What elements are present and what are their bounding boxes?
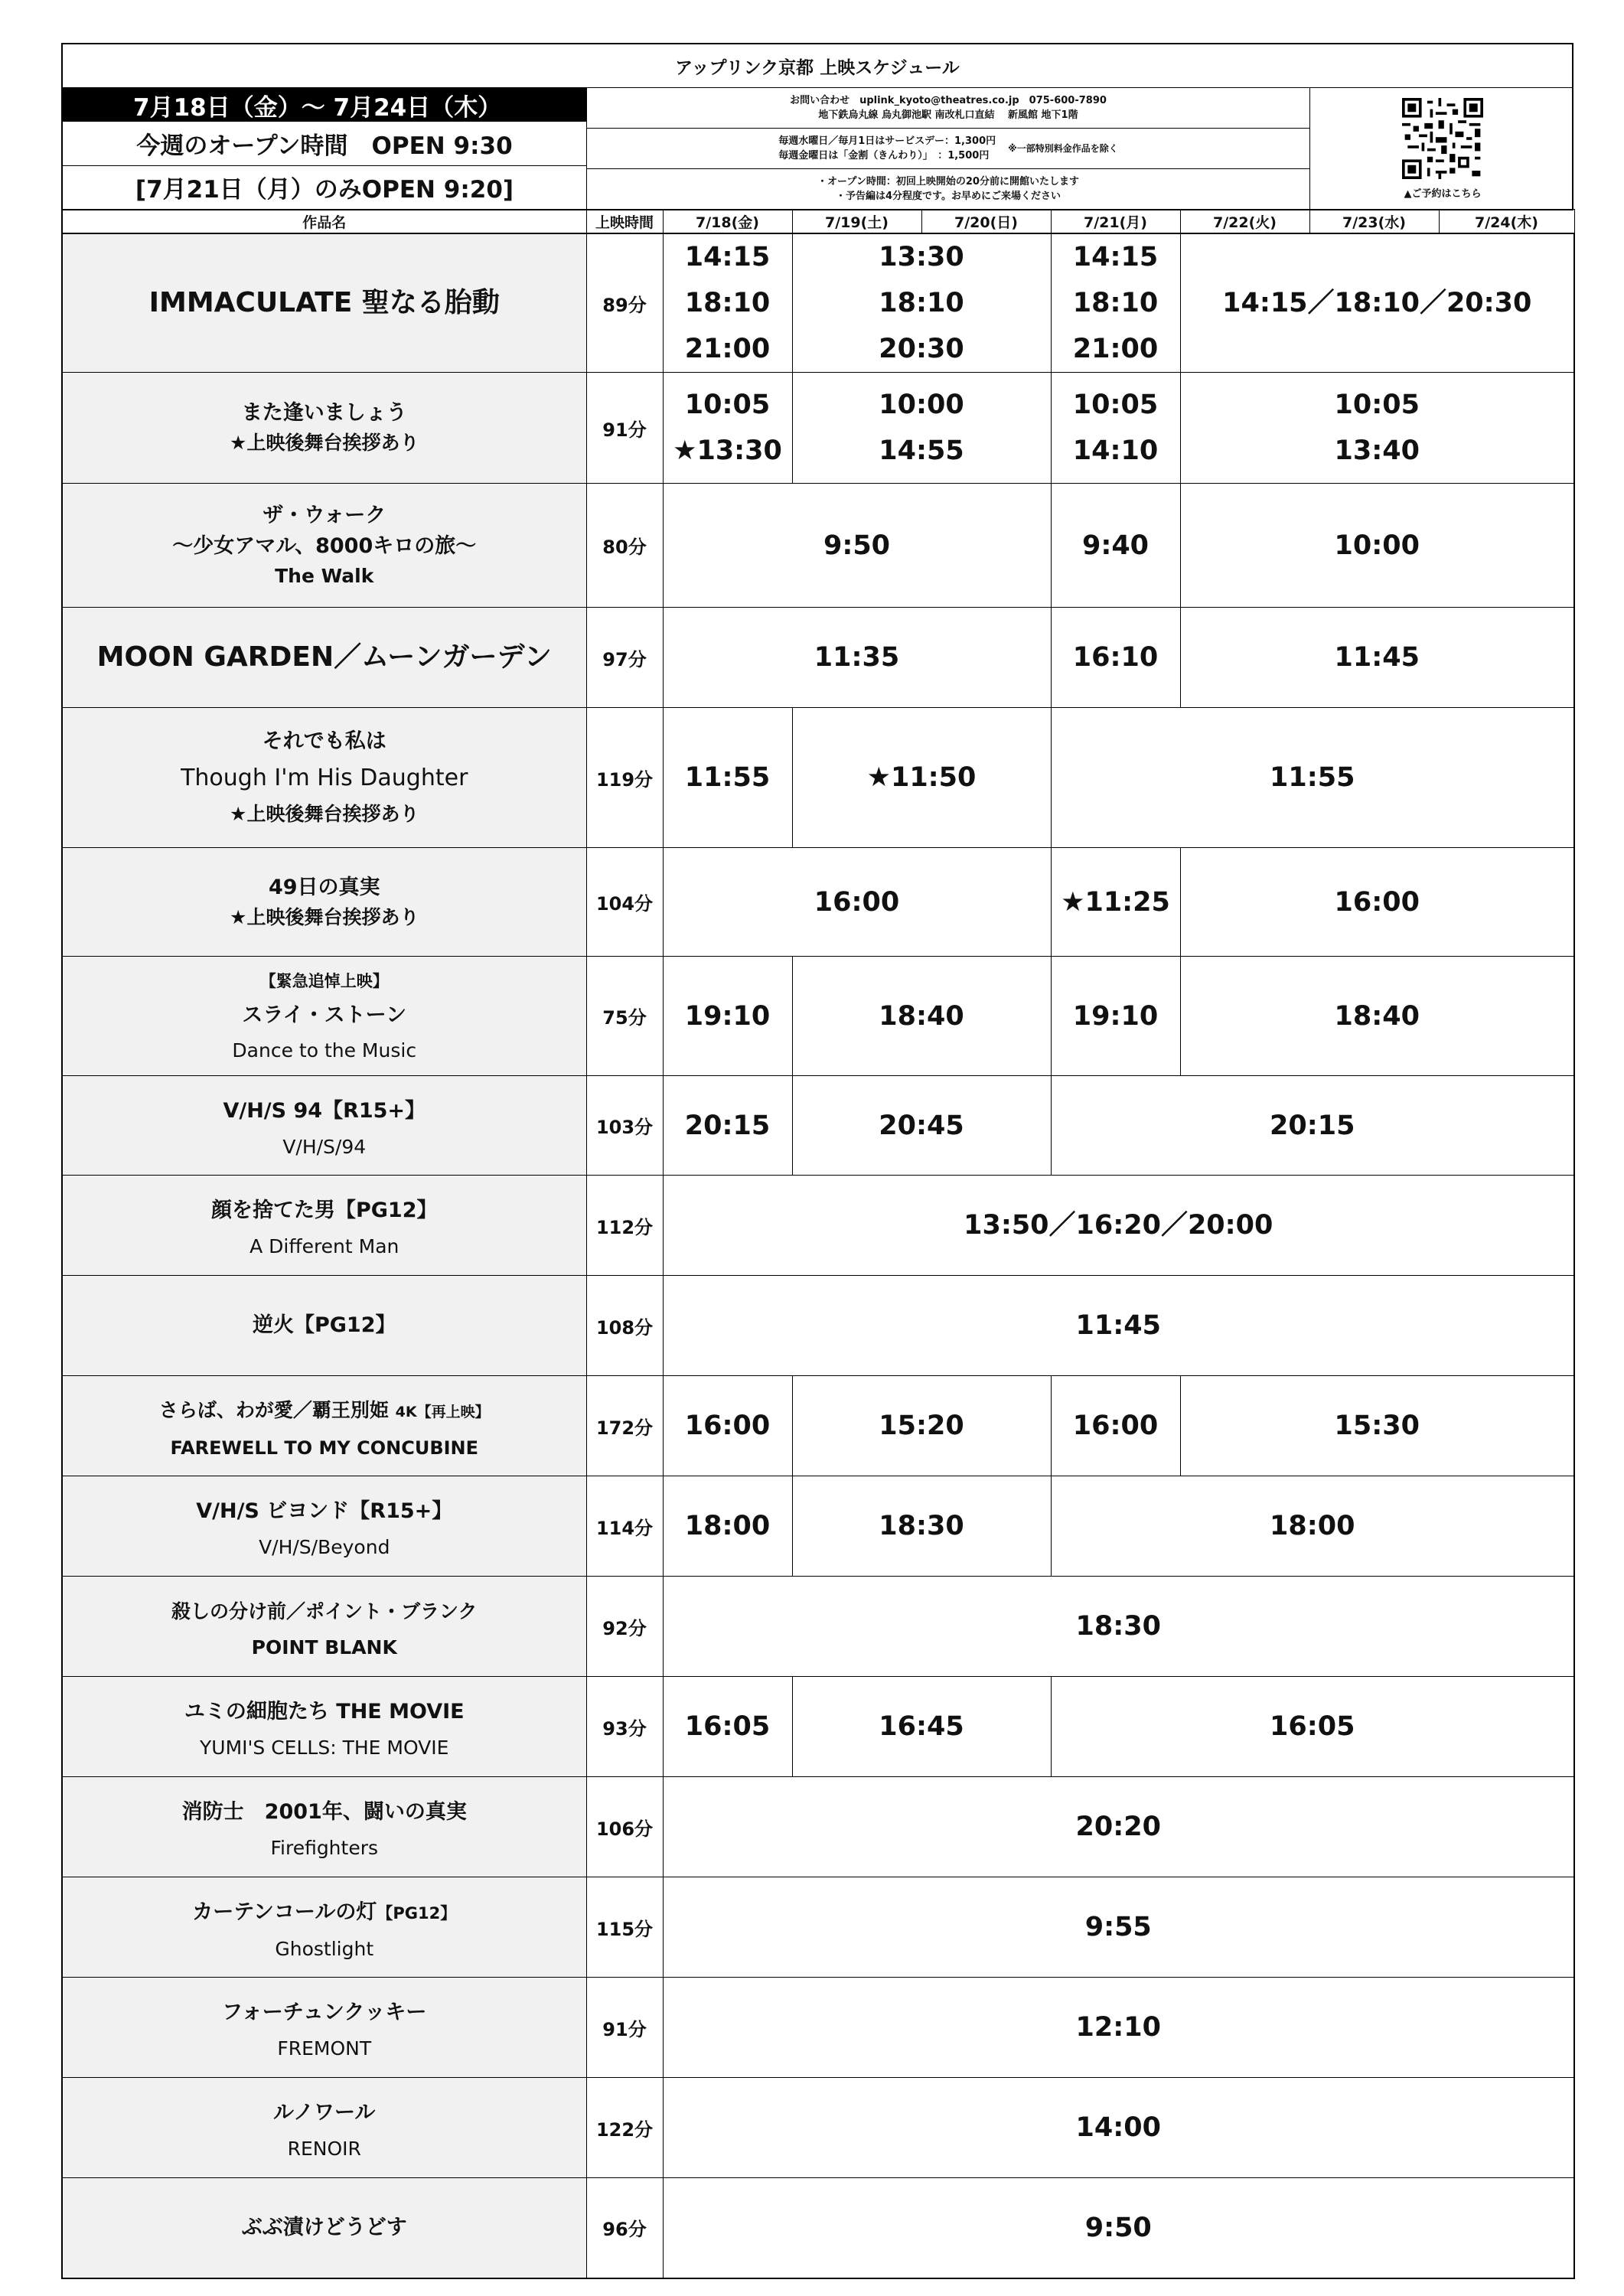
runtime: 172分 xyxy=(586,1376,663,1476)
showtime-cell: ★11:50 xyxy=(792,708,1051,848)
showtime-cell: 11:55 xyxy=(1051,708,1574,848)
schedule-table xyxy=(61,209,1575,2279)
film-title-cell xyxy=(62,608,586,708)
film-note: ★上映後舞台挨拶あり xyxy=(230,905,419,928)
film-title-line xyxy=(63,1389,586,1433)
contact-block xyxy=(587,88,1309,129)
showtime: 10:00 xyxy=(879,390,964,420)
showtime: 18:10 xyxy=(879,288,964,318)
film-row xyxy=(62,1176,1574,1276)
showtime-cell: 20:20 xyxy=(663,1777,1574,1877)
film-title-line xyxy=(63,1891,586,1935)
film-title-cell xyxy=(62,1176,586,1276)
showtime-cell: 18:40 xyxy=(1180,957,1574,1076)
showtime-cell xyxy=(1180,373,1574,484)
showtime-cell: 9:50 xyxy=(663,2178,1574,2278)
film-title: スライ・ストーン xyxy=(242,1003,407,1027)
showtime-cell: 15:20 xyxy=(792,1376,1051,1476)
showtime: 10:05 xyxy=(1334,390,1420,420)
open-time: 今週のオープン時間 OPEN 9:30 xyxy=(63,122,586,166)
film-title: ユミの細胞たち THE MOVIE xyxy=(184,1700,465,1724)
film-row xyxy=(62,957,1574,1076)
col-day: 7/23(水) xyxy=(1309,210,1439,234)
film-title: 消防士 2001年、闘いの真実 xyxy=(181,1800,467,1824)
showtime-cell: 20:45 xyxy=(792,1076,1051,1176)
film-title-cell xyxy=(62,1076,586,1176)
film-row xyxy=(62,1677,1574,1777)
col-film: 作品名 xyxy=(62,210,586,234)
film-title-cell xyxy=(62,1877,586,1978)
reservation-caption: ▲ご予約はこちら xyxy=(1404,188,1482,200)
film-title: ぶぶ漬けどうどす xyxy=(241,2215,407,2239)
film-title-cell xyxy=(62,1376,586,1476)
showtime-cell: 9:55 xyxy=(663,1877,1574,1978)
showtime: 18:10 xyxy=(1072,288,1159,318)
film-title-cell xyxy=(62,2178,586,2278)
film-tag: 【緊急追悼上映】 xyxy=(259,971,389,990)
film-title: IMMACULATE 聖なる胎動 xyxy=(148,287,500,318)
film-english-title: The Walk xyxy=(275,564,374,587)
runtime: 93分 xyxy=(586,1677,663,1777)
film-title: また逢いましょう xyxy=(241,401,407,425)
showtime-cell: 13:50／16:20／20:00 xyxy=(663,1176,1574,1276)
film-title-cell xyxy=(62,2078,586,2178)
runtime: 104分 xyxy=(586,848,663,957)
runtime: 114分 xyxy=(586,1476,663,1577)
showtime-cell: 14:00 xyxy=(663,2078,1574,2178)
film-row xyxy=(62,233,1574,373)
film-english-title: YUMI'S CELLS: THE MOVIE xyxy=(200,1737,449,1759)
reservation-block xyxy=(1310,88,1575,209)
showtime-cell xyxy=(1051,233,1180,373)
showtime: 18:10 xyxy=(684,288,771,318)
showtime-cell: 16:05 xyxy=(1051,1677,1574,1777)
showtime-cell: 20:15 xyxy=(663,1076,792,1176)
film-english-title: Firefighters xyxy=(270,1837,379,1859)
film-title-cell xyxy=(62,1677,586,1777)
showtime-cell: 18:40 xyxy=(792,957,1051,1076)
header-info xyxy=(61,88,1573,210)
col-runtime: 上映時間 xyxy=(586,210,663,234)
header-left xyxy=(63,88,587,209)
film-title-cell xyxy=(62,957,586,1076)
showtime: 13:40 xyxy=(1334,435,1420,466)
runtime: 91分 xyxy=(586,373,663,484)
col-day: 7/20(日) xyxy=(921,210,1051,234)
runtime: 112分 xyxy=(586,1176,663,1276)
film-note: ★上映後舞台挨拶あり xyxy=(230,432,419,454)
film-title: 49日の真実 xyxy=(268,875,380,899)
film-title: V/H/S ビヨンド【R15+】 xyxy=(196,1499,453,1523)
showtime: 14:10 xyxy=(1072,435,1159,466)
film-row xyxy=(62,373,1574,484)
showtime: 20:30 xyxy=(879,334,964,364)
film-row xyxy=(62,1777,1574,1877)
film-english-title: Ghostlight xyxy=(275,1937,374,1960)
film-subtitle: ～少女アマル、8000キロの旅～ xyxy=(172,533,477,558)
film-title-cell xyxy=(62,233,586,373)
showtime-cell: 16:00 xyxy=(663,848,1051,957)
showtime-cell: 16:45 xyxy=(792,1677,1051,1777)
runtime: 91分 xyxy=(586,1978,663,2078)
film-title-cell xyxy=(62,1978,586,2078)
runtime: 119分 xyxy=(586,708,663,848)
col-day: 7/21(月) xyxy=(1051,210,1180,234)
showtime: 21:00 xyxy=(1072,334,1159,364)
film-english-title: A Different Man xyxy=(249,1235,399,1257)
showtime-cell: 16:05 xyxy=(663,1677,792,1777)
runtime: 96分 xyxy=(586,2178,663,2278)
film-title-cell xyxy=(62,848,586,957)
showtime-cell: 12:10 xyxy=(663,1978,1574,2078)
film-title-cell xyxy=(62,1276,586,1376)
film-english-title: RENOIR xyxy=(287,2138,361,2160)
showtime-cell: 18:30 xyxy=(663,1577,1574,1677)
col-day: 7/22(火) xyxy=(1180,210,1309,234)
showtime-cell xyxy=(792,233,1051,373)
showtime-cell xyxy=(663,373,792,484)
runtime: 97分 xyxy=(586,608,663,708)
contact-line: お問い合わせ uplink_kyoto@theatres.co.jp 075-600-7890 xyxy=(790,94,1107,106)
film-english-title: FAREWELL TO MY CONCUBINE xyxy=(170,1437,479,1459)
showtime-cell: 16:00 xyxy=(1180,848,1574,957)
date-range: 7月18日（金）～ 7月24日（木） xyxy=(63,88,586,122)
showtime-cell xyxy=(663,233,792,373)
film-row xyxy=(62,484,1574,608)
open-exception: [7月21日（月）のみOPEN 9:20] xyxy=(135,176,514,204)
film-title: フォーチュンクッキー xyxy=(222,2001,427,2024)
showtime-cell: 16:00 xyxy=(663,1376,792,1476)
film-title: V/H/S 94【R15+】 xyxy=(223,1098,426,1123)
showtime-cell: 9:50 xyxy=(663,484,1051,608)
showtime-cell: 11:55 xyxy=(663,708,792,848)
film-title: さらば、わが愛／覇王別姫 xyxy=(158,1399,389,1421)
runtime: 103分 xyxy=(586,1076,663,1176)
showtime-cell: 11:45 xyxy=(663,1276,1574,1376)
film-row xyxy=(62,1577,1574,1677)
film-title: ザ・ウォーク xyxy=(263,503,386,527)
exception-note: ※一部特別料金作品を除く xyxy=(1008,143,1118,154)
film-english-title: POINT BLANK xyxy=(251,1636,397,1658)
col-day: 7/24(木) xyxy=(1439,210,1574,234)
film-title: カーテンコールの灯 xyxy=(192,1900,377,1924)
notes-block xyxy=(587,169,1309,209)
film-title-cell xyxy=(62,373,586,484)
showtime: ★13:30 xyxy=(673,435,782,466)
film-row xyxy=(62,2178,1574,2278)
film-english-title: V/H/S/94 xyxy=(282,1135,367,1158)
film-title-cell xyxy=(62,708,586,848)
showtime-cell: 15:30 xyxy=(1180,1376,1574,1476)
showtime-cell: 18:00 xyxy=(1051,1476,1574,1577)
film-row xyxy=(62,608,1574,708)
film-title-cell xyxy=(62,1577,586,1677)
film-title: それでも私は xyxy=(262,729,386,753)
showtime-cell xyxy=(792,373,1051,484)
trailer-note: ・予告編は4分程度です。お早めにご来場ください xyxy=(835,191,1061,202)
schedule-title: アップリンク京都 上映スケジュール xyxy=(61,43,1573,88)
film-badge: 4K【再上映】 xyxy=(395,1404,490,1420)
film-title: 逆火【PG12】 xyxy=(252,1313,396,1337)
showtime: 14:15 xyxy=(1072,242,1159,272)
runtime: 106分 xyxy=(586,1777,663,1877)
film-english-title: V/H/S/Beyond xyxy=(259,1536,390,1558)
showtime-cell: 16:00 xyxy=(1051,1376,1180,1476)
film-english-title: Dance to the Music xyxy=(232,1039,417,1062)
qr-code-icon[interactable] xyxy=(1402,98,1483,179)
showtime-cell: 9:40 xyxy=(1051,484,1180,608)
runtime: 115分 xyxy=(586,1877,663,1978)
showtime-cell: 20:15 xyxy=(1051,1076,1574,1176)
col-day: 7/18(金) xyxy=(663,210,792,234)
service-day-line: 毎週水曜日／毎月1日はサービスデー：1,300円 xyxy=(778,135,996,147)
showtime-cell: ★11:25 xyxy=(1051,848,1180,957)
film-title: 顔を捨てた男【PG12】 xyxy=(210,1199,438,1222)
runtime: 122分 xyxy=(586,2078,663,2178)
showtime-cell: 14:15／18:10／20:30 xyxy=(1180,233,1574,373)
film-row xyxy=(62,2078,1574,2178)
runtime: 75分 xyxy=(586,957,663,1076)
runtime: 89分 xyxy=(586,233,663,373)
film-row xyxy=(62,848,1574,957)
film-title: 殺しの分け前／ポイント・ブランク xyxy=(171,1600,478,1623)
film-title: ルノワール xyxy=(273,2101,376,2125)
film-row xyxy=(62,1476,1574,1577)
showtime-cell: 19:10 xyxy=(663,957,792,1076)
showtime-cell xyxy=(1051,373,1180,484)
film-row xyxy=(62,708,1574,848)
access-line: 地下鉄烏丸線 烏丸御池駅 南改札口直結 新風館 地下1階 xyxy=(818,109,1078,121)
film-title-cell xyxy=(62,484,586,608)
showtime: 13:30 xyxy=(879,242,964,272)
header-notices xyxy=(587,88,1310,209)
showtime-cell: 10:00 xyxy=(1180,484,1574,608)
film-row xyxy=(62,1978,1574,2078)
showtime-cell: 19:10 xyxy=(1051,957,1180,1076)
film-note: ★上映後舞台挨拶あり xyxy=(230,803,419,825)
film-title: MOON GARDEN／ムーンガーデン xyxy=(96,641,552,673)
showtime: 10:05 xyxy=(684,390,771,420)
showtime-cell: 18:00 xyxy=(663,1476,792,1577)
showtime: 14:55 xyxy=(879,435,964,466)
showtime: 21:00 xyxy=(684,334,771,364)
film-badge: 【PG12】 xyxy=(377,1903,457,1923)
friday-discount-line: 毎週金曜日は「金割（きんわり）」 ：1,500円 xyxy=(778,150,990,161)
film-english-title: FREMONT xyxy=(277,2037,372,2060)
runtime: 92分 xyxy=(586,1577,663,1677)
film-row xyxy=(62,1076,1574,1176)
film-title-cell xyxy=(62,1777,586,1877)
showtime: 14:15 xyxy=(684,242,771,272)
film-row xyxy=(62,1276,1574,1376)
film-title-cell xyxy=(62,1476,586,1577)
showtime-cell: 16:10 xyxy=(1051,608,1180,708)
showtime-cell: 11:45 xyxy=(1180,608,1574,708)
col-day: 7/19(土) xyxy=(792,210,921,234)
opening-note: ・オープン時間：初回上映開始の20分前に開館いたします xyxy=(817,175,1079,188)
showtime: 10:05 xyxy=(1072,390,1159,420)
runtime: 80分 xyxy=(586,484,663,608)
showtime-cell: 11:35 xyxy=(663,608,1051,708)
showtime-cell: 18:30 xyxy=(792,1476,1051,1577)
column-header-row xyxy=(62,210,1574,234)
film-row xyxy=(62,1877,1574,1978)
film-subtitle: Though I'm His Daughter xyxy=(181,765,468,791)
schedule-sheet xyxy=(61,43,1573,2279)
runtime: 108分 xyxy=(586,1276,663,1376)
film-row xyxy=(62,1376,1574,1476)
pricing-block xyxy=(587,129,1309,169)
